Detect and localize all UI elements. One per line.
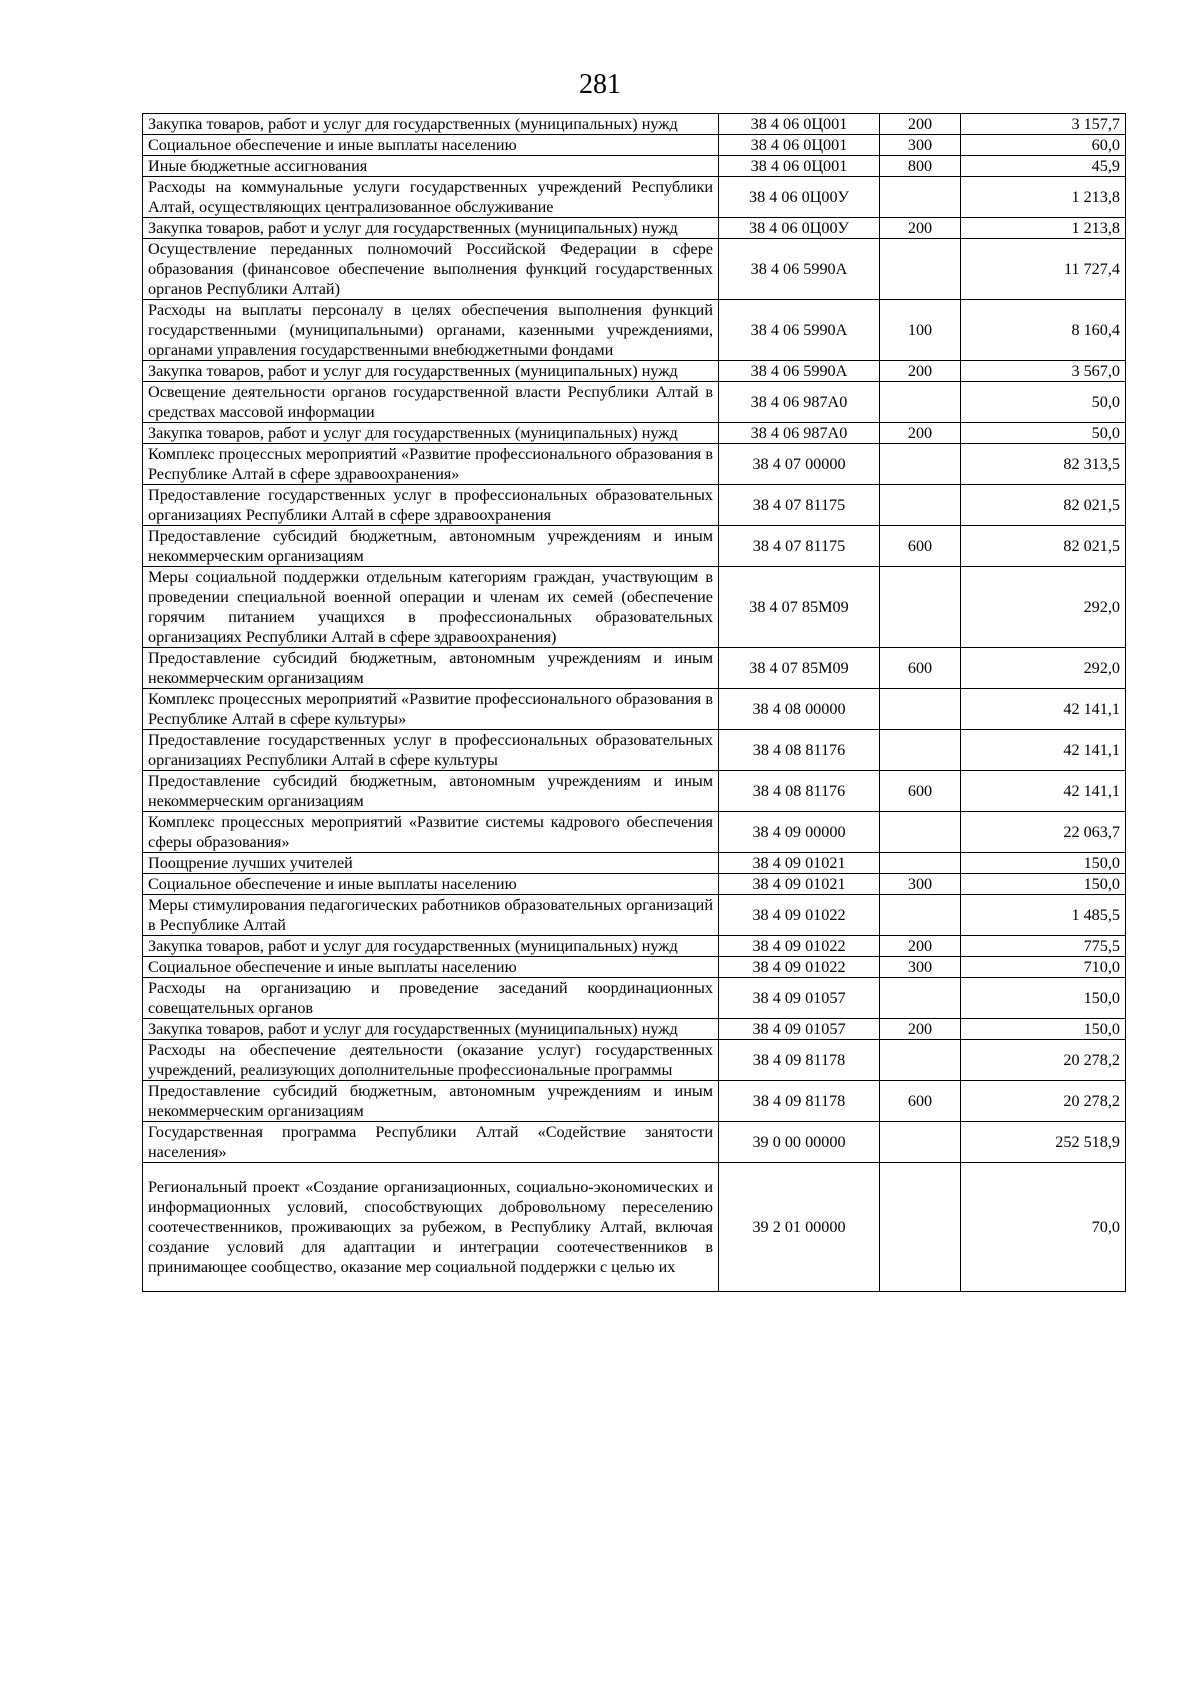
amount-cell: 42 141,1 <box>961 771 1126 812</box>
table-row <box>143 812 1126 853</box>
expense-name-cell: Расходы на обеспечение деятельности (оказание услуг) государственных учреждений, реализующих дополнительные профессиональные программы <box>143 1040 719 1081</box>
expense-name-cell: Иные бюджетные ассигнования <box>143 156 719 177</box>
target-code-cell: 38 4 06 0Ц00У <box>719 177 880 218</box>
table-row <box>143 361 1126 382</box>
target-code-cell: 38 4 06 987А0 <box>719 423 880 444</box>
expense-type-cell: 600 <box>880 648 961 689</box>
expense-type-cell: 600 <box>880 1081 961 1122</box>
table-row <box>143 895 1126 936</box>
expense-name-cell: Меры стимулирования педагогических работников образовательных организаций в Республике Алтай <box>143 895 719 936</box>
expense-type-cell: 300 <box>880 874 961 895</box>
table-row <box>143 382 1126 423</box>
table-row <box>143 874 1126 895</box>
expense-name-cell: Расходы на выплаты персоналу в целях обеспечения выполнения функций государственными (муниципальными) органами, казенными учреждениями, органами управления государственными внебюджетными фондами <box>143 300 719 361</box>
target-code-cell: 38 4 06 0Ц001 <box>719 114 880 135</box>
amount-cell: 1 485,5 <box>961 895 1126 936</box>
expense-type-cell <box>880 382 961 423</box>
amount-cell: 3 157,7 <box>961 114 1126 135</box>
expense-name-cell: Предоставление субсидий бюджетным, автономным учреждениям и иным некоммерческим организациям <box>143 648 719 689</box>
expense-type-cell <box>880 239 961 300</box>
table-row <box>143 526 1126 567</box>
target-code-cell: 38 4 06 5990А <box>719 239 880 300</box>
expense-type-cell <box>880 730 961 771</box>
budget-table <box>142 113 1126 1292</box>
expense-type-cell <box>880 978 961 1019</box>
expense-type-cell <box>880 1163 961 1292</box>
expense-type-cell <box>880 485 961 526</box>
table-row <box>143 485 1126 526</box>
expense-name-cell: Комплекс процессных мероприятий «Развитие системы кадрового обеспечения сферы образования» <box>143 812 719 853</box>
table-row <box>143 771 1126 812</box>
expense-name-cell: Предоставление субсидий бюджетным, автономным учреждениям и иным некоммерческим организациям <box>143 1081 719 1122</box>
expense-type-cell <box>880 177 961 218</box>
amount-cell: 8 160,4 <box>961 300 1126 361</box>
table-row <box>143 444 1126 485</box>
expense-name-cell: Предоставление субсидий бюджетным, автономным учреждениям и иным некоммерческим организациям <box>143 526 719 567</box>
budget-table-body <box>143 114 1126 1292</box>
table-row <box>143 135 1126 156</box>
expense-type-cell: 200 <box>880 423 961 444</box>
amount-cell: 20 278,2 <box>961 1040 1126 1081</box>
table-row <box>143 423 1126 444</box>
target-code-cell: 38 4 07 00000 <box>719 444 880 485</box>
expense-type-cell: 600 <box>880 526 961 567</box>
target-code-cell: 38 4 09 00000 <box>719 812 880 853</box>
expense-name-cell: Государственная программа Республики Алтай «Содействие занятости населения» <box>143 1122 719 1163</box>
amount-cell: 82 021,5 <box>961 485 1126 526</box>
amount-cell: 42 141,1 <box>961 730 1126 771</box>
amount-cell: 150,0 <box>961 853 1126 874</box>
table-row <box>143 239 1126 300</box>
target-code-cell: 38 4 06 0Ц001 <box>719 156 880 177</box>
expense-name-cell: Региональный проект «Создание организационных, социально-экономических и информационных условий, способствующих добровольному переселению соотечественников, проживающих за рубежом, в Республику Алтай, включая создание условий для адаптации и интеграции соотечественников в принимающее сообщество, оказание мер социальной поддержки с целью их <box>143 1163 719 1292</box>
page-number: 281 <box>579 69 621 100</box>
amount-cell: 710,0 <box>961 957 1126 978</box>
amount-cell: 50,0 <box>961 382 1126 423</box>
target-code-cell: 38 4 06 0Ц001 <box>719 135 880 156</box>
expense-type-cell: 200 <box>880 1019 961 1040</box>
expense-type-cell <box>880 1040 961 1081</box>
amount-cell: 775,5 <box>961 936 1126 957</box>
expense-name-cell: Предоставление субсидий бюджетным, автономным учреждениям и иным некоммерческим организациям <box>143 771 719 812</box>
expense-type-cell <box>880 567 961 648</box>
amount-cell: 20 278,2 <box>961 1081 1126 1122</box>
table-row <box>143 1163 1126 1292</box>
expense-name-cell: Комплекс процессных мероприятий «Развитие профессионального образования в Республике Алтай в сфере здравоохранения» <box>143 444 719 485</box>
target-code-cell: 38 4 07 81175 <box>719 526 880 567</box>
expense-type-cell <box>880 895 961 936</box>
target-code-cell: 38 4 09 01022 <box>719 895 880 936</box>
expense-type-cell: 200 <box>880 114 961 135</box>
amount-cell: 50,0 <box>961 423 1126 444</box>
amount-cell: 60,0 <box>961 135 1126 156</box>
expense-name-cell: Закупка товаров, работ и услуг для государственных (муниципальных) нужд <box>143 361 719 382</box>
table-row <box>143 853 1126 874</box>
amount-cell: 3 567,0 <box>961 361 1126 382</box>
expense-name-cell: Закупка товаров, работ и услуг для государственных (муниципальных) нужд <box>143 218 719 239</box>
table-row <box>143 300 1126 361</box>
target-code-cell: 38 4 09 01021 <box>719 853 880 874</box>
target-code-cell: 38 4 09 01021 <box>719 874 880 895</box>
expense-name-cell: Закупка товаров, работ и услуг для государственных (муниципальных) нужд <box>143 1019 719 1040</box>
expense-name-cell: Предоставление государственных услуг в профессиональных образовательных организациях Республики Алтай в сфере здравоохранения <box>143 485 719 526</box>
table-row <box>143 957 1126 978</box>
table-row <box>143 567 1126 648</box>
amount-cell: 42 141,1 <box>961 689 1126 730</box>
amount-cell: 252 518,9 <box>961 1122 1126 1163</box>
amount-cell: 82 313,5 <box>961 444 1126 485</box>
target-code-cell: 38 4 07 85М09 <box>719 567 880 648</box>
target-code-cell: 38 4 08 00000 <box>719 689 880 730</box>
amount-cell: 292,0 <box>961 567 1126 648</box>
table-row <box>143 936 1126 957</box>
table-row <box>143 689 1126 730</box>
table-row <box>143 730 1126 771</box>
table-row <box>143 218 1126 239</box>
target-code-cell: 38 4 07 81175 <box>719 485 880 526</box>
amount-cell: 150,0 <box>961 874 1126 895</box>
table-row <box>143 114 1126 135</box>
amount-cell: 1 213,8 <box>961 218 1126 239</box>
target-code-cell: 38 4 08 81176 <box>719 730 880 771</box>
expense-type-cell: 200 <box>880 936 961 957</box>
amount-cell: 292,0 <box>961 648 1126 689</box>
expense-name-cell: Закупка товаров, работ и услуг для государственных (муниципальных) нужд <box>143 114 719 135</box>
expense-name-cell: Социальное обеспечение и иные выплаты населению <box>143 957 719 978</box>
expense-type-cell: 800 <box>880 156 961 177</box>
table-row <box>143 648 1126 689</box>
table-row <box>143 1040 1126 1081</box>
expense-name-cell: Освещение деятельности органов государственной власти Республики Алтай в средствах массовой информации <box>143 382 719 423</box>
target-code-cell: 38 4 06 5990А <box>719 300 880 361</box>
expense-type-cell: 200 <box>880 361 961 382</box>
expense-type-cell <box>880 1122 961 1163</box>
expense-type-cell <box>880 689 961 730</box>
target-code-cell: 38 4 08 81176 <box>719 771 880 812</box>
amount-cell: 11 727,4 <box>961 239 1126 300</box>
table-row <box>143 1122 1126 1163</box>
amount-cell: 1 213,8 <box>961 177 1126 218</box>
expense-type-cell: 100 <box>880 300 961 361</box>
amount-cell: 150,0 <box>961 978 1126 1019</box>
target-code-cell: 38 4 06 5990А <box>719 361 880 382</box>
table-row <box>143 156 1126 177</box>
amount-cell: 82 021,5 <box>961 526 1126 567</box>
expense-name-cell: Осуществление переданных полномочий Российской Федерации в сфере образования (финансовое обеспечение выполнения функций государственных органов Республики Алтай) <box>143 239 719 300</box>
target-code-cell: 38 4 09 01057 <box>719 978 880 1019</box>
expense-name-cell: Поощрение лучших учителей <box>143 853 719 874</box>
expense-name-cell: Социальное обеспечение и иные выплаты населению <box>143 874 719 895</box>
table-row <box>143 1081 1126 1122</box>
expense-type-cell: 200 <box>880 218 961 239</box>
target-code-cell: 39 0 00 00000 <box>719 1122 880 1163</box>
target-code-cell: 38 4 06 987А0 <box>719 382 880 423</box>
target-code-cell: 38 4 09 01022 <box>719 936 880 957</box>
expense-name-cell: Комплекс процессных мероприятий «Развитие профессионального образования в Республике Алтай в сфере культуры» <box>143 689 719 730</box>
target-code-cell: 38 4 06 0Ц00У <box>719 218 880 239</box>
expense-type-cell: 300 <box>880 135 961 156</box>
amount-cell: 22 063,7 <box>961 812 1126 853</box>
expense-name-cell: Закупка товаров, работ и услуг для государственных (муниципальных) нужд <box>143 423 719 444</box>
expense-name-cell: Социальное обеспечение и иные выплаты населению <box>143 135 719 156</box>
table-row <box>143 177 1126 218</box>
expense-type-cell: 300 <box>880 957 961 978</box>
amount-cell: 70,0 <box>961 1163 1126 1292</box>
expense-name-cell: Меры социальной поддержки отдельным категориям граждан, участвующим в проведении специальной военной операции и членам их семей (обеспечение горячим питанием учащихся в профессиональных образовательных организациях Республики Алтай в сфере здравоохранения) <box>143 567 719 648</box>
target-code-cell: 39 2 01 00000 <box>719 1163 880 1292</box>
table-row <box>143 978 1126 1019</box>
target-code-cell: 38 4 07 85М09 <box>719 648 880 689</box>
table-row <box>143 1019 1126 1040</box>
target-code-cell: 38 4 09 01022 <box>719 957 880 978</box>
target-code-cell: 38 4 09 01057 <box>719 1019 880 1040</box>
expense-name-cell: Расходы на организацию и проведение заседаний координационных совещательных органов <box>143 978 719 1019</box>
amount-cell: 150,0 <box>961 1019 1126 1040</box>
amount-cell: 45,9 <box>961 156 1126 177</box>
expense-type-cell <box>880 444 961 485</box>
expense-type-cell: 600 <box>880 771 961 812</box>
expense-name-cell: Закупка товаров, работ и услуг для государственных (муниципальных) нужд <box>143 936 719 957</box>
expense-name-cell: Расходы на коммунальные услуги государственных учреждений Республики Алтай, осуществляющих централизованное обслуживание <box>143 177 719 218</box>
expense-name-cell: Предоставление государственных услуг в профессиональных образовательных организациях Республики Алтай в сфере культуры <box>143 730 719 771</box>
target-code-cell: 38 4 09 81178 <box>719 1040 880 1081</box>
target-code-cell: 38 4 09 81178 <box>719 1081 880 1122</box>
expense-type-cell <box>880 853 961 874</box>
expense-type-cell <box>880 812 961 853</box>
